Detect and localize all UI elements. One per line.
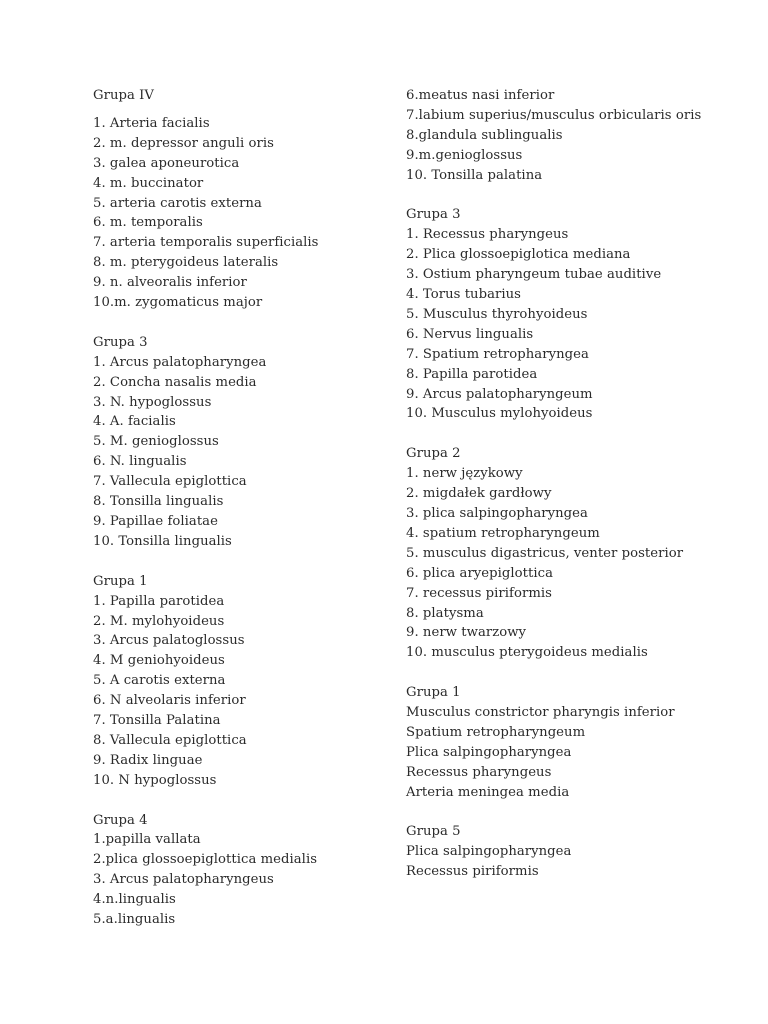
list-item: 7. recessus piriformis [406,585,552,601]
group-section [406,444,706,663]
group-heading: Grupa IV [93,88,154,103]
list-item: 10. Tonsilla lingualis [93,533,232,549]
list-item: 8. Tonsilla lingualis [93,494,224,510]
group-heading: Grupa 2 [406,446,461,462]
list-item: 6.meatus nasi inferior [406,88,555,103]
list-item: Plica salpingopharyngea [406,744,572,760]
list-item: 10. Musculus mylohyoideus [406,406,593,422]
list-item: 7. Spatium retropharyngea [406,346,589,362]
list-item: 4. A. facialis [93,414,176,430]
list-item: 9. Papillae foliatae [93,514,218,530]
group-section [93,86,413,313]
list-item: 4. m. buccinator [93,175,204,191]
group-heading: Grupa 1 [93,573,148,589]
list-item: 3. plica salpingopharyngea [406,506,588,521]
list-item: 2. Plica glossoepiglotica mediana [406,247,631,263]
list-item: 10. N hypoglossus [93,772,217,788]
list-item: 9. nerw twarzowy [406,625,527,641]
group-section [93,333,413,552]
list-item: 9.m.genioglossus [406,147,523,163]
list-item: 10. Tonsilla palatina [406,167,543,183]
list-item: 2. Concha nasalis media [93,374,257,390]
list-item: 5. arteria carotis externa [93,195,262,211]
list-item: Recessus pharyngeus [406,764,552,780]
group-heading: Grupa 3 [93,334,148,350]
group-heading: Grupa 5 [406,824,461,840]
list-item: 8. m. pterygoideus lateralis [93,255,279,271]
list-item: 6. N alveolaris inferior [93,693,246,709]
list-item: 8. platysma [406,605,484,621]
list-item: 9. Arcus palatopharyngeum [406,386,593,402]
list-item: 2. m. depressor anguli oris [93,135,274,151]
list-item: 3. galea aponeurotica [93,155,240,171]
list-item: Spatium retropharyngeum [406,724,586,740]
list-item: 3. Ostium pharyngeum tubae auditive [406,267,662,283]
group-heading: Grupa 3 [406,207,461,223]
list-item: 10. musculus pterygoideus medialis [406,645,648,661]
list-item: 1.papilla vallata [93,832,201,848]
list-item: 6. plica aryepiglottica [406,565,553,581]
list-item: 2.plica glossoepiglottica medialis [93,852,318,868]
list-item: 9. Radix linguae [93,752,203,768]
group-section [93,572,413,791]
right-column [406,86,706,902]
list-item: 3. N. hypoglossus [93,394,212,410]
list-item: 5. M. genioglossus [93,434,219,450]
group-section [406,683,706,802]
list-item: 8. Papilla parotidea [406,366,538,382]
list-item: 5. musculus digastricus, venter posterior [406,545,684,561]
list-item: 7. arteria temporalis superficialis [93,235,319,251]
list-item: 7. Tonsilla Palatina [93,713,221,729]
list-item: 6. m. temporalis [93,215,203,231]
group-heading: Grupa 4 [93,812,148,828]
list-item: 1. nerw językowy [406,466,523,482]
group-section [406,205,706,424]
list-item: 5. A carotis externa [93,673,226,689]
group-section [406,822,706,882]
list-item: 8. Vallecula epiglottica [93,732,247,748]
list-item: 4. Torus tubarius [406,287,521,303]
list-item: 5.a.lingualis [93,912,176,928]
list-item: 1. Recessus pharyngeus [406,227,569,243]
list-item: Musculus constrictor pharyngis inferior [406,705,675,721]
group-section [406,86,706,186]
list-item: 4. spatium retropharyngeum [406,525,600,541]
list-item: 7. Vallecula epiglottica [93,474,247,490]
list-item: 4.n.lingualis [93,892,176,908]
list-item: 10.m. zygomaticus major [93,295,263,311]
list-item: 6. N. lingualis [93,454,187,470]
list-item: 6. Nervus lingualis [406,326,534,342]
list-item: 9. n. alveoralis inferior [93,275,247,291]
group-section [93,811,413,930]
list-item: 3. Arcus palatoglossus [93,633,245,649]
left-column [93,86,413,950]
list-item: 2. M. mylohyoideus [93,613,225,629]
group-heading: Grupa 1 [406,685,461,701]
list-item: 2. migdałek gardłowy [406,486,552,502]
list-item: 5. Musculus thyrohyoideus [406,306,588,322]
list-item: 1. Papilla parotidea [93,593,225,609]
list-item: 3. Arcus palatopharyngeus [93,872,274,888]
list-item: 1. Arcus palatopharyngea [93,354,267,370]
list-item: Arteria meningea media [406,784,570,800]
list-item: 8.glandula sublingualis [406,127,563,143]
list-item: Recessus piriformis [406,864,539,880]
list-item: 1. Arteria facialis [93,115,210,131]
list-item: 7.labium superius/musculus orbicularis oris [406,107,702,123]
list-item: 4. M geniohyoideus [93,653,225,669]
list-item: Plica salpingopharyngea [406,844,572,860]
